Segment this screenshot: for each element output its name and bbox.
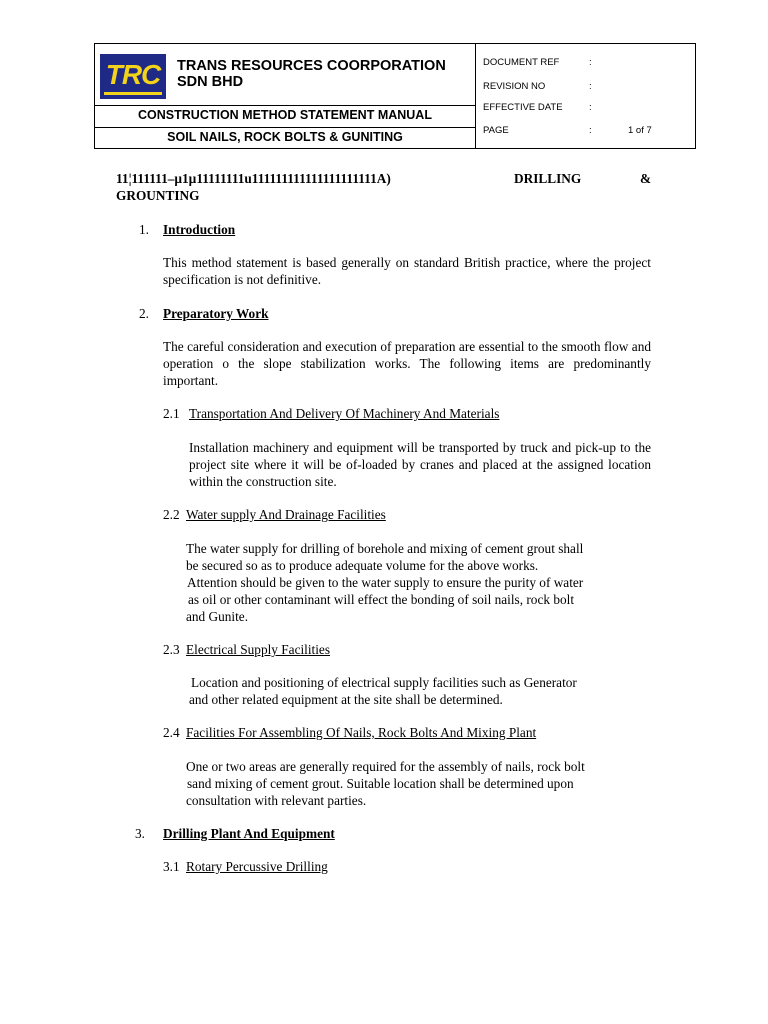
- section-2-number: 2.: [139, 306, 149, 321]
- section-2-3-title: Electrical Supply Facilities: [186, 642, 331, 657]
- section-2-2-line: Attention should be given to the water supply to ensure the purity of water: [187, 575, 584, 590]
- section-1-text: This method statement is based generally on standard British practice, where the project specification is not definitive.: [163, 255, 651, 287]
- section-2-2-line: be secured so as to produce adequate volume for the above works.: [186, 558, 539, 573]
- section-2-4-number: 2.4: [163, 725, 180, 740]
- section-2-2-line: as oil or other contaminant will effect the bonding of soil nails, rock bolt: [188, 592, 575, 607]
- section-2-title: Preparatory Work: [163, 306, 269, 321]
- meta-label: EFFECTIVE DATE: [483, 102, 563, 113]
- document-subject: SOIL NAILS, ROCK BOLTS & GUNITING: [167, 130, 403, 144]
- section-3-1-number: 3.1: [163, 859, 180, 874]
- meta-colon: :: [589, 57, 592, 68]
- company-name-line1: TRANS RESOURCES COORPORATION: [177, 58, 446, 74]
- section-2-1-title: Transportation And Delivery Of Machinery And Materials: [189, 406, 500, 421]
- section-2-2-line: The water supply for drilling of borehole and mixing of cement grout shall: [186, 541, 584, 556]
- meta-label: PAGE: [483, 125, 509, 136]
- section-2-1-number: 2.1: [163, 406, 180, 421]
- heading-word-drilling: DRILLING: [514, 171, 582, 186]
- section-2-text: The careful consideration and execution of preparation are essential to the smooth flow and operation o the slope stabilization works. The following items are predominantly important.: [163, 339, 651, 388]
- meta-colon: :: [589, 102, 592, 113]
- section-2-4-line: consultation with relevant parties.: [186, 793, 367, 808]
- section-2-3-number: 2.3: [163, 642, 180, 657]
- section-1-title: Introduction: [163, 222, 236, 237]
- company-name-line2: SDN BHD: [177, 74, 244, 90]
- heading-line2: GROUNTING: [116, 188, 200, 203]
- section-2-4-title: Facilities For Assembling Of Nails, Rock Bolts And Mixing Plant: [186, 725, 537, 740]
- manual-title: CONSTRUCTION METHOD STATEMENT MANUAL: [138, 108, 432, 122]
- section-2-2-title: Water supply And Drainage Facilities: [186, 507, 386, 522]
- section-3-title: Drilling Plant And Equipment: [163, 826, 335, 841]
- section-2-4-line: sand mixing of cement grout. Suitable location shall be determined upon: [187, 776, 574, 791]
- section-2-2-line: and Gunite.: [186, 609, 249, 624]
- section-3-number: 3.: [135, 826, 145, 841]
- section-1-number: 1.: [139, 222, 149, 237]
- section-heading: [116, 170, 656, 187]
- meta-colon: :: [589, 125, 592, 136]
- section-2-3-line: Location and positioning of electrical supply facilities such as Generator: [191, 675, 577, 690]
- section-2-2-number: 2.2: [163, 507, 180, 522]
- section-2-1-text: Installation machinery and equipment will be transported by truck and pick-up to the project site where it will be of-loaded by cranes and placed at the assigned location within the construction site.: [189, 440, 651, 489]
- meta-label: REVISION NO: [483, 81, 546, 92]
- meta-value: 1 of 7: [628, 125, 652, 136]
- heading-ampersand: &: [640, 171, 652, 186]
- section-2-4-line: One or two areas are generally required for the assembly of nails, rock bolt: [186, 759, 585, 774]
- heading-garbled-prefix: 11¦111111–µ1µ11111111u111111111111111111111A): [116, 171, 391, 186]
- section-2-3-line: and other related equipment at the site shall be determined.: [189, 692, 503, 707]
- meta-colon: :: [589, 81, 592, 92]
- meta-label: DOCUMENT REF: [483, 57, 560, 68]
- section-3-1-title: Rotary Percussive Drilling: [186, 859, 328, 874]
- logo-text: TRC: [105, 59, 161, 90]
